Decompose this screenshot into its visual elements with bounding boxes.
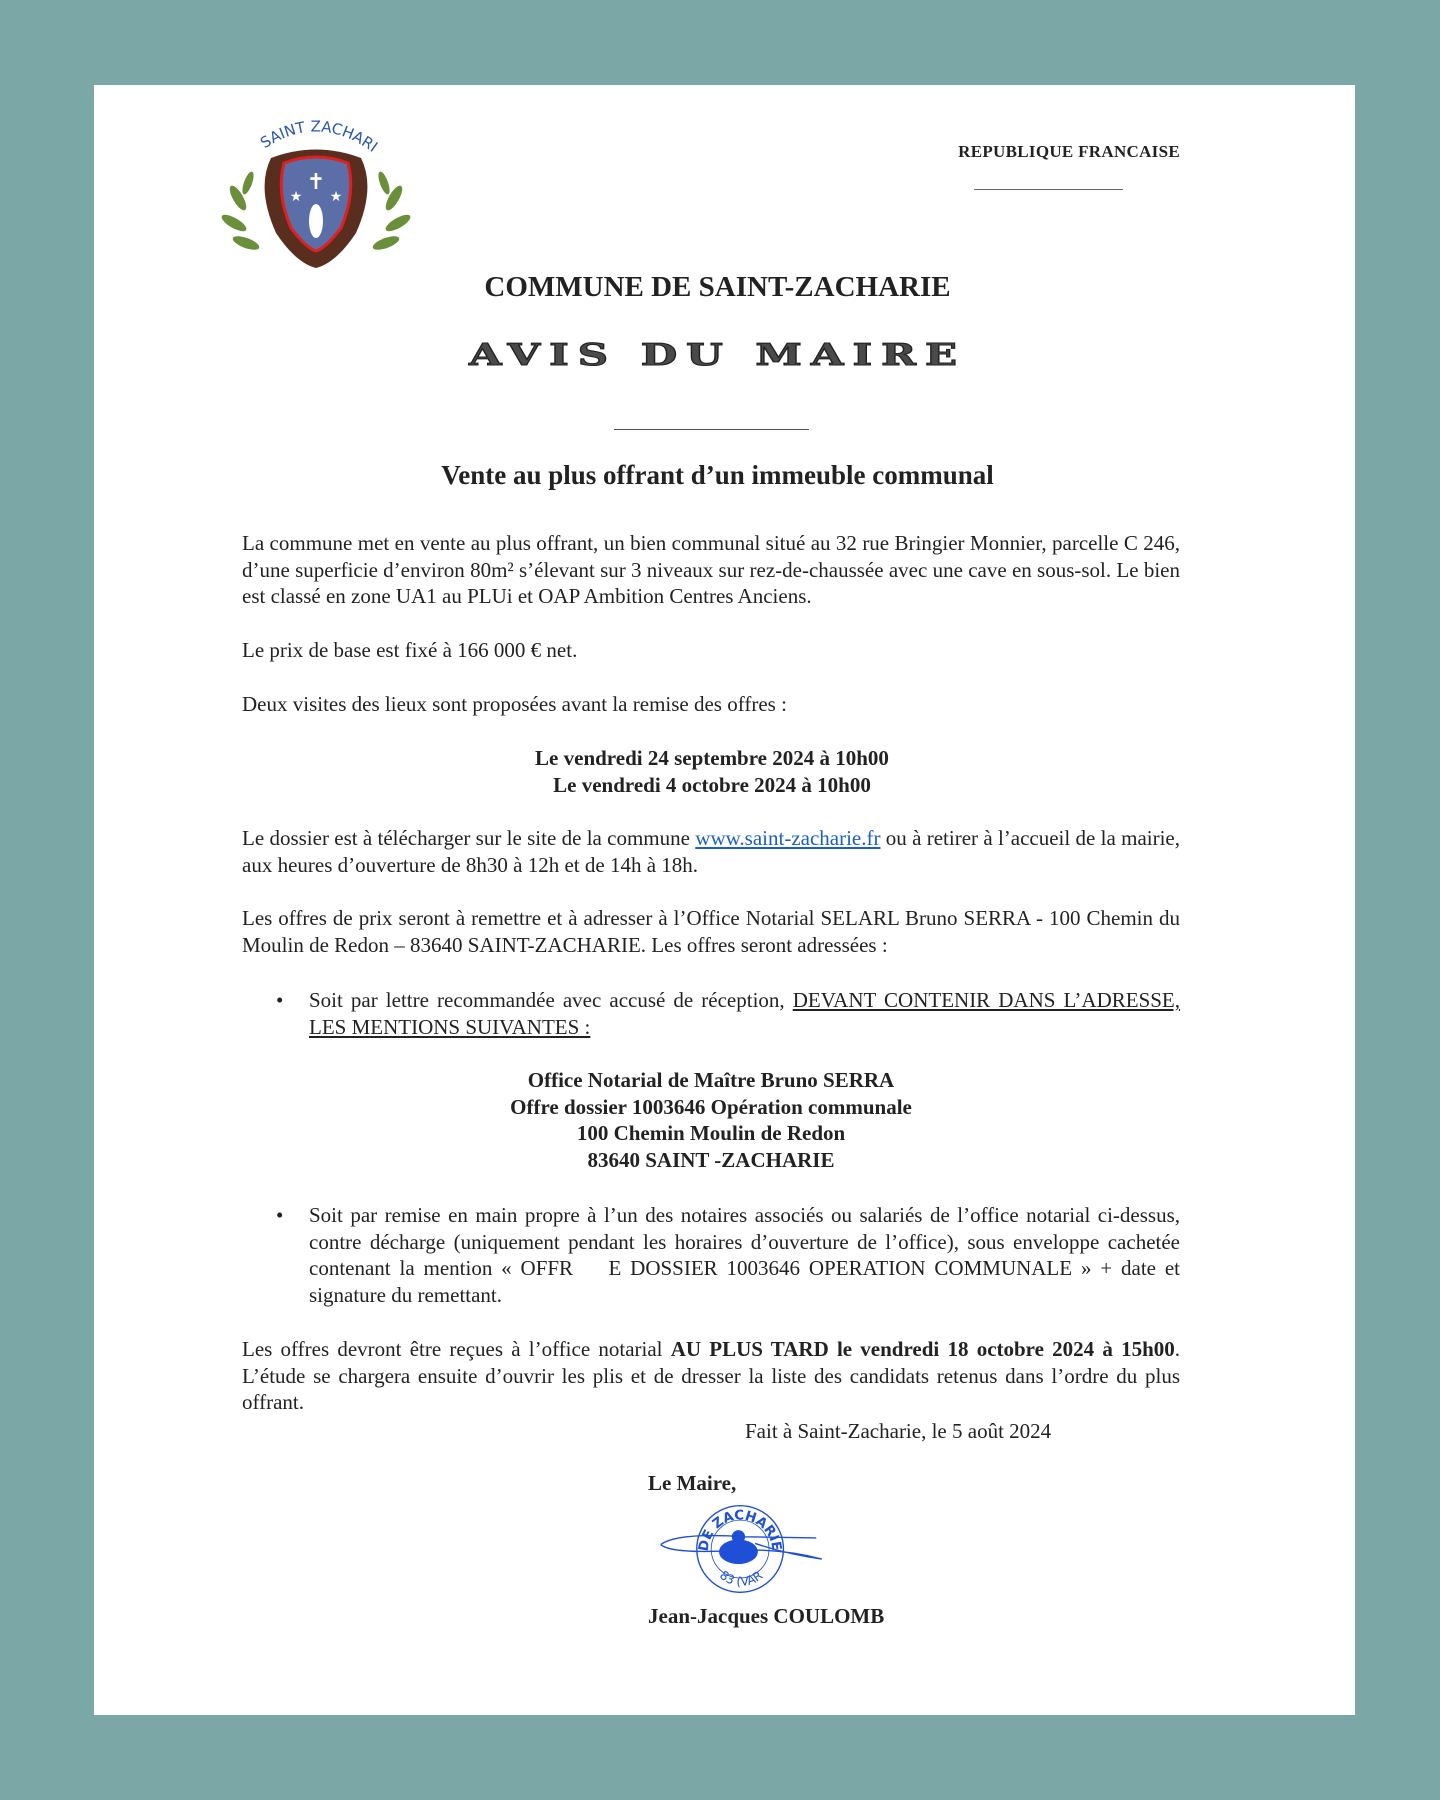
official-stamp-signature — [654, 1499, 834, 1599]
dossier-text: Le dossier est à télécharger sur le site de la commune — [242, 826, 696, 850]
paragraph-price: Le prix de base est fixé à 166 000 € net. — [242, 638, 578, 662]
svg-text:★: ★ — [329, 190, 343, 205]
republic-divider — [974, 189, 1123, 190]
page-title-text: AVIS DU MAIRE — [468, 336, 967, 373]
bullet-hand-delivery: Soit par remise en main propre à l’un des notaires associés ou salariés de l’office notarial ci-dessus, contre décharge (uniquement pendant les horaires d’ouverture de l’office), sous enveloppe cachetée contenant la mention « OFFR E DOSSIER 1003646 OPERATION COMMUNALE » + date et signature du remettant. — [309, 1203, 1186, 1307]
paragraph-offers: Les offres de prix seront à remettre et à adresser à l’Office Notarial SELARL Bruno SERRA - 100 Chemin du Moulin de Redon – 83640 SAINT-ZACHARIE. Les offres seront adressées : — [242, 906, 1180, 957]
place-date: Fait à Saint-Zacharie, le 5 août 2024 — [745, 1419, 1052, 1443]
coat-of-arms-logo — [216, 113, 416, 273]
title-divider — [614, 429, 809, 430]
visit-dates — [94, 745, 1330, 798]
document-page — [94, 85, 1355, 1715]
bullet-registered-letter — [309, 987, 1180, 1040]
stamp-bottom-text: 83 (VAR — [717, 1568, 766, 1589]
deadline-text: Les offres devront être reçues à l’office notarial — [242, 1337, 671, 1361]
visit-date-2: Le vendredi 4 octobre 2024 à 10h00 — [553, 772, 871, 797]
address-line: Office Notarial de Maître Bruno SERRA — [527, 1068, 895, 1092]
paragraph-dossier — [242, 825, 1180, 878]
dossier-text-end: ou à retirer à l’accueil de la mairie, aux heures d’ouverture de 8h30 à 12h et de 14h à 18h. — [242, 826, 1180, 877]
signatory-name: Jean-Jacques COULOMB — [648, 1604, 885, 1628]
deadline-text-end: . L’étude se chargera ensuite d’ouvrir les plis et de dresser la liste des candidats retenus dans l’ordre du plus offrant. — [242, 1337, 1181, 1414]
page-title — [94, 330, 1341, 379]
address-line: Offre dossier 1003646 Opération communale — [510, 1094, 912, 1119]
svg-text:✝: ✝ — [306, 169, 326, 194]
paragraph-deadline — [242, 1336, 1180, 1416]
svg-text:DE ZACHARIE: DE ZACHARIE — [696, 1508, 784, 1553]
address-line: 83640 SAINT -ZACHARIE — [587, 1147, 835, 1172]
address-block — [94, 1067, 1328, 1173]
commune-heading: COMMUNE DE SAINT-ZACHARIE — [484, 271, 951, 303]
subtitle: Vente au plus offrant d’un immeuble communal — [441, 460, 994, 490]
signatory-role: Le Maire, — [648, 1471, 737, 1495]
bullet-dot-1: • — [276, 988, 284, 1012]
bullet-text: Soit par lettre recommandée avec accusé de réception, — [309, 988, 793, 1012]
paragraph-visits-intro: Deux visites des lieux sont proposées avant la remise des offres : — [242, 692, 787, 716]
website-link[interactable]: www.saint-zacharie.fr — [695, 826, 881, 850]
svg-text:★: ★ — [289, 190, 303, 205]
bullet-underlined-text: DEVANT CONTENIR DANS L’ADRESSE, LES MENTIONS SUIVANTES : — [309, 988, 1180, 1039]
paragraph-description: La commune met en vente au plus offrant, un bien communal situé au 32 rue Bringier Monnier, parcelle C 246, d’une superficie d’environ 80m² s’élevant sur 3 niveaux sur rez-de-chaussée avec une cave en sous-sol. Le bien est classé en zone UA1 au PLUi et OAP Ambition Centres Anciens. — [242, 531, 1180, 608]
svg-text:SAINT ZACHARIE: SAINT ZACHARI — [257, 117, 382, 156]
visit-date-1: Le vendredi 24 septembre 2024 à 10h00 — [535, 746, 889, 770]
address-line: 100 Chemin Moulin de Redon — [576, 1121, 846, 1145]
deadline-bold: AU PLUS TARD le vendredi 18 octobre 2024 à 15h00 — [670, 1337, 1175, 1361]
republic-label: REPUBLIQUE FRANCAISE — [958, 142, 1180, 161]
bullet-dot-2: • — [276, 1203, 284, 1227]
